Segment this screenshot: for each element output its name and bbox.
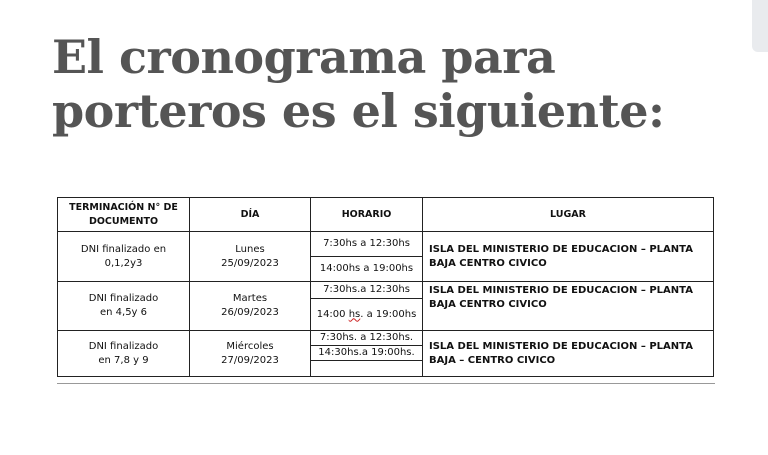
place-line-2: BAJA – CENTRO CIVICO [429,354,556,366]
dni-text: DNI finalizado [88,340,159,352]
dni-cell [58,232,190,282]
table-header-row [58,198,714,232]
slot-hs-misspelled: hs [348,308,361,320]
day-date: 25/09/2023 [221,257,279,269]
day-name: Martes [232,293,268,304]
place-line-2: BAJA CENTRO CIVICO [429,299,547,310]
table-row [58,232,714,257]
place-line-1: ISLA DEL MINISTERIO DE EDUCACION – PLANTA [429,285,693,296]
scrollbar-thumb[interactable] [752,0,768,52]
dni-digits: en 7,8 y 9 [98,354,149,366]
schedule-slot: 14:00hs a 19:00hs [311,257,423,282]
day-cell [190,282,311,331]
header-termination: TERMINACIÓN N° DE DOCUMENTO [58,198,190,232]
schedule-slot: 7:30hs.a 12:30hs [311,282,423,299]
dni-cell [58,282,190,331]
title-line-2: porteros es el siguiente: [52,84,665,138]
dni-cell [58,331,190,377]
schedule-slot: 14:30hs.a 19:00hs. [311,346,423,361]
slot-start: 14:00 [316,308,349,320]
place-line-1: ISLA DEL MINISTERIO DE EDUCACION – PLANTA [429,243,693,255]
page-title [52,30,692,138]
table-row [58,331,714,346]
day-date: 27/09/2023 [221,354,279,366]
dni-digits: en 4,5y 6 [99,307,148,318]
day-name: Miércoles [226,340,274,352]
place-line-1: ISLA DEL MINISTERIO DE EDUCACION – PLANTA [429,340,693,352]
place-cell [423,232,714,282]
schedule-slot-empty [311,361,423,377]
day-cell [190,232,311,282]
place-line-2: BAJA CENTRO CIVICO [429,257,547,269]
place-cell [423,282,714,331]
dni-digits: 0,1,2y3 [104,257,143,269]
dni-text: DNI finalizado en [80,243,167,255]
schedule-table [57,197,714,377]
header-schedule: HORARIO [311,198,423,232]
header-day: DÍA [190,198,311,232]
slot-end: . a 19:00hs [360,308,417,320]
day-date: 26/09/2023 [221,307,279,318]
schedule-slot [311,299,423,331]
table-row [58,282,714,299]
dni-text: DNI finalizado [88,293,159,304]
day-name: Lunes [235,243,265,255]
title-line-1: El cronograma para [52,30,556,84]
divider [57,383,715,384]
schedule-slot: 7:30hs. a 12:30hs. [311,331,423,346]
place-cell [423,331,714,377]
day-cell [190,331,311,377]
header-place: LUGAR [423,198,714,232]
schedule-slot: 7:30hs a 12:30hs [311,232,423,257]
